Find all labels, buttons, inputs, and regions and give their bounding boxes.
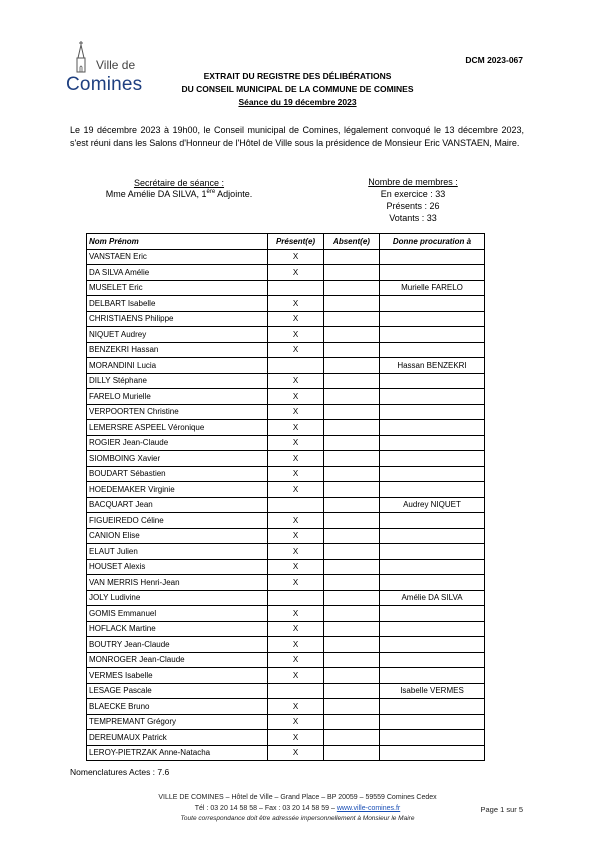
footer-notice: Toute correspondance doit être adressée impersonnellement à Monsieur le Maire — [180, 815, 415, 822]
cell-proxy — [380, 265, 485, 281]
cell-name: LEROY-PIETRZAK Anne-Natacha — [87, 745, 268, 761]
cell-present: X — [268, 637, 324, 653]
table-row — [87, 497, 485, 513]
cell-proxy — [380, 652, 485, 668]
logo-ville-de: Ville de — [96, 58, 136, 72]
cell-absent — [324, 575, 380, 591]
footer-phone-fax: Tél : 03 20 14 58 58 – Fax : 03 20 14 58 59 – — [194, 804, 337, 812]
table-row — [87, 683, 485, 699]
cell-present: X — [268, 606, 324, 622]
cell-name: BACQUART Jean — [87, 497, 268, 513]
cell-present: X — [268, 745, 324, 761]
cell-proxy — [380, 482, 485, 498]
col-header-absent: Absent(e) — [324, 234, 380, 250]
cell-proxy — [380, 528, 485, 544]
cell-name: LEMERSRE ASPEEL Véronique — [87, 420, 268, 436]
cell-proxy — [380, 342, 485, 358]
cell-proxy — [380, 451, 485, 467]
cell-name: VERMES Isabelle — [87, 668, 268, 684]
cell-name: JOLY Ludivine — [87, 590, 268, 606]
nomenclature-actes: Nomenclatures Actes : 7.6 — [70, 767, 170, 777]
cell-proxy — [380, 606, 485, 622]
page-number: Page 1 sur 5 — [480, 805, 523, 814]
cell-absent — [324, 683, 380, 699]
cell-present: X — [268, 389, 324, 405]
cell-proxy — [380, 404, 485, 420]
cell-name: HOFLACK Martine — [87, 621, 268, 637]
cell-present: X — [268, 528, 324, 544]
table-row — [87, 637, 485, 653]
table-row — [87, 590, 485, 606]
cell-proxy: Audrey NIQUET — [380, 497, 485, 513]
cell-proxy — [380, 420, 485, 436]
cell-proxy — [380, 513, 485, 529]
cell-name: ELAUT Julien — [87, 544, 268, 560]
cell-present: X — [268, 420, 324, 436]
cell-absent — [324, 265, 380, 281]
cell-absent — [324, 296, 380, 312]
cell-absent — [324, 699, 380, 715]
cell-present: X — [268, 342, 324, 358]
cell-absent — [324, 730, 380, 746]
table-row — [87, 482, 485, 498]
cell-name: SIOMBOING Xavier — [87, 451, 268, 467]
table-row — [87, 389, 485, 405]
cell-name: MONROGER Jean-Claude — [87, 652, 268, 668]
cell-name: ROGIER Jean-Claude — [87, 435, 268, 451]
cell-name: MORANDINI Lucia — [87, 358, 268, 374]
cell-name: VAN MERRIS Henri-Jean — [87, 575, 268, 591]
cell-absent — [324, 280, 380, 296]
cell-name: LESAGE Pascale — [87, 683, 268, 699]
cell-absent — [324, 482, 380, 498]
cell-present: X — [268, 513, 324, 529]
cell-absent — [324, 389, 380, 405]
cell-present — [268, 280, 324, 296]
table-row — [87, 466, 485, 482]
cell-name: BENZEKRI Hassan — [87, 342, 268, 358]
table-row — [87, 249, 485, 265]
cell-present: X — [268, 451, 324, 467]
cell-proxy — [380, 311, 485, 327]
table-row — [87, 513, 485, 529]
table-row — [87, 730, 485, 746]
cell-name: DILLY Stéphane — [87, 373, 268, 389]
cell-name: BOUTRY Jean-Claude — [87, 637, 268, 653]
cell-present: X — [268, 311, 324, 327]
table-row — [87, 559, 485, 575]
cell-name: DEREUMAUX Patrick — [87, 730, 268, 746]
cell-absent — [324, 544, 380, 560]
members-in-office: En exercice : 33 — [380, 189, 446, 199]
table-row — [87, 327, 485, 343]
attendance-table-body — [87, 249, 485, 761]
cell-name: HOUSET Alexis — [87, 559, 268, 575]
cell-absent — [324, 249, 380, 265]
cell-absent — [324, 327, 380, 343]
cell-absent — [324, 311, 380, 327]
cell-absent — [324, 513, 380, 529]
cell-absent — [324, 435, 380, 451]
cell-present: X — [268, 249, 324, 265]
document-title — [0, 70, 595, 109]
footer-address: VILLE DE COMINES – Hôtel de Ville – Grand Place – BP 20059 – 59559 Comines Cedex — [158, 794, 437, 801]
secretary-name — [64, 189, 294, 200]
cell-absent — [324, 559, 380, 575]
secretary-ordinal: ère — [206, 189, 216, 195]
cell-present: X — [268, 714, 324, 730]
table-row — [87, 358, 485, 374]
cell-proxy — [380, 544, 485, 560]
cell-proxy — [380, 575, 485, 591]
session-date-title: Séance du 19 décembre 2023 — [238, 97, 357, 107]
cell-proxy — [380, 699, 485, 715]
table-row — [87, 435, 485, 451]
cell-present: X — [268, 621, 324, 637]
table-row — [87, 575, 485, 591]
table-row — [87, 621, 485, 637]
cell-proxy — [380, 730, 485, 746]
cell-proxy — [380, 249, 485, 265]
cell-present — [268, 683, 324, 699]
cell-proxy: Hassan BENZEKRI — [380, 358, 485, 374]
table-row — [87, 265, 485, 281]
table-row — [87, 544, 485, 560]
cell-proxy — [380, 745, 485, 761]
cell-absent — [324, 358, 380, 374]
cell-name: NIQUET Audrey — [87, 327, 268, 343]
cell-present — [268, 497, 324, 513]
cell-present: X — [268, 730, 324, 746]
cell-present: X — [268, 668, 324, 684]
table-row — [87, 280, 485, 296]
secretary-role: Adjointe. — [215, 189, 253, 199]
cell-proxy — [380, 435, 485, 451]
cell-absent — [324, 714, 380, 730]
table-row — [87, 296, 485, 312]
cell-present: X — [268, 559, 324, 575]
cell-name: FARELO Murielle — [87, 389, 268, 405]
cell-absent — [324, 528, 380, 544]
cell-present — [268, 590, 324, 606]
cell-name: GOMIS Emmanuel — [87, 606, 268, 622]
cell-name: DELBART Isabelle — [87, 296, 268, 312]
cell-absent — [324, 668, 380, 684]
cell-present: X — [268, 466, 324, 482]
col-header-present: Présent(e) — [268, 234, 324, 250]
cell-present: X — [268, 404, 324, 420]
cell-absent — [324, 420, 380, 436]
members-present: Présents : 26 — [386, 201, 440, 211]
cell-proxy — [380, 559, 485, 575]
cell-absent — [324, 342, 380, 358]
cell-name: DA SILVA Amélie — [87, 265, 268, 281]
deliberation-reference: DCM 2023-067 — [465, 55, 523, 65]
cell-proxy: Isabelle VERMES — [380, 683, 485, 699]
cell-proxy: Amélie DA SILVA — [380, 590, 485, 606]
cell-present: X — [268, 435, 324, 451]
members-heading: Nombre de membres : — [368, 177, 458, 187]
member-count — [338, 176, 488, 224]
cell-proxy — [380, 621, 485, 637]
cell-present: X — [268, 296, 324, 312]
secretary-name-text: Mme Amélie DA SILVA, 1 — [105, 189, 207, 199]
cell-absent — [324, 637, 380, 653]
cell-absent — [324, 652, 380, 668]
cell-absent — [324, 451, 380, 467]
cell-absent — [324, 466, 380, 482]
cell-name: BOUDART Sébastien — [87, 466, 268, 482]
table-header-row — [87, 234, 485, 250]
col-header-name: Nom Prénom — [87, 234, 268, 250]
table-row — [87, 652, 485, 668]
table-row — [87, 606, 485, 622]
cell-name: HOEDEMAKER Virginie — [87, 482, 268, 498]
table-row — [87, 714, 485, 730]
cell-present: X — [268, 373, 324, 389]
cell-proxy — [380, 327, 485, 343]
intro-paragraph: Le 19 décembre 2023 à 19h00, le Conseil municipal de Comines, légalement convoqué le 13 décembre 2023, s'est réuni dans les Salons d'Honneur de l'Hôtel de Ville sous la présidence de Monsieur Eric VANSTAEN, Maire. — [70, 125, 524, 148]
cell-name: FIGUEIREDO Céline — [87, 513, 268, 529]
table-row — [87, 528, 485, 544]
secretary-heading: Secrétaire de séance : — [133, 178, 225, 188]
cell-name: CANION Elise — [87, 528, 268, 544]
logo-comines: Comines — [66, 74, 143, 95]
table-row — [87, 373, 485, 389]
table-row — [87, 699, 485, 715]
cell-present: X — [268, 265, 324, 281]
cell-proxy: Murielle FARELO — [380, 280, 485, 296]
col-header-proxy: Donne procuration à — [380, 234, 485, 250]
cell-absent — [324, 745, 380, 761]
table-row — [87, 342, 485, 358]
session-secretary — [64, 178, 294, 200]
table-row — [87, 404, 485, 420]
cell-present: X — [268, 327, 324, 343]
cell-proxy — [380, 668, 485, 684]
cell-proxy — [380, 389, 485, 405]
website-link[interactable]: www.ville-comines.fr — [336, 804, 401, 812]
cell-proxy — [380, 373, 485, 389]
cell-name: VERPOORTEN Christine — [87, 404, 268, 420]
cell-proxy — [380, 714, 485, 730]
cell-present: X — [268, 544, 324, 560]
cell-proxy — [380, 637, 485, 653]
cell-present: X — [268, 699, 324, 715]
cell-name: MUSELET Eric — [87, 280, 268, 296]
title-line-1: EXTRAIT DU REGISTRE DES DÉLIBÉRATIONS — [203, 71, 392, 81]
cell-name: BLAECKE Bruno — [87, 699, 268, 715]
cell-present: X — [268, 482, 324, 498]
cell-name: VANSTAEN Eric — [87, 249, 268, 265]
cell-name: CHRISTIAENS Philippe — [87, 311, 268, 327]
cell-absent — [324, 590, 380, 606]
cell-present — [268, 358, 324, 374]
title-line-2: DU CONSEIL MUNICIPAL DE LA COMMUNE DE COMINES — [181, 84, 414, 94]
cell-proxy — [380, 466, 485, 482]
cell-name: TEMPREMANT Grégory — [87, 714, 268, 730]
members-voting: Votants : 33 — [389, 213, 437, 223]
cell-absent — [324, 373, 380, 389]
table-row — [87, 745, 485, 761]
attendance-table — [86, 233, 485, 761]
cell-absent — [324, 497, 380, 513]
cell-absent — [324, 606, 380, 622]
table-row — [87, 451, 485, 467]
table-row — [87, 668, 485, 684]
cell-present: X — [268, 652, 324, 668]
cell-proxy — [380, 296, 485, 312]
table-row — [87, 311, 485, 327]
cell-absent — [324, 404, 380, 420]
cell-present: X — [268, 575, 324, 591]
cell-absent — [324, 621, 380, 637]
table-row — [87, 420, 485, 436]
